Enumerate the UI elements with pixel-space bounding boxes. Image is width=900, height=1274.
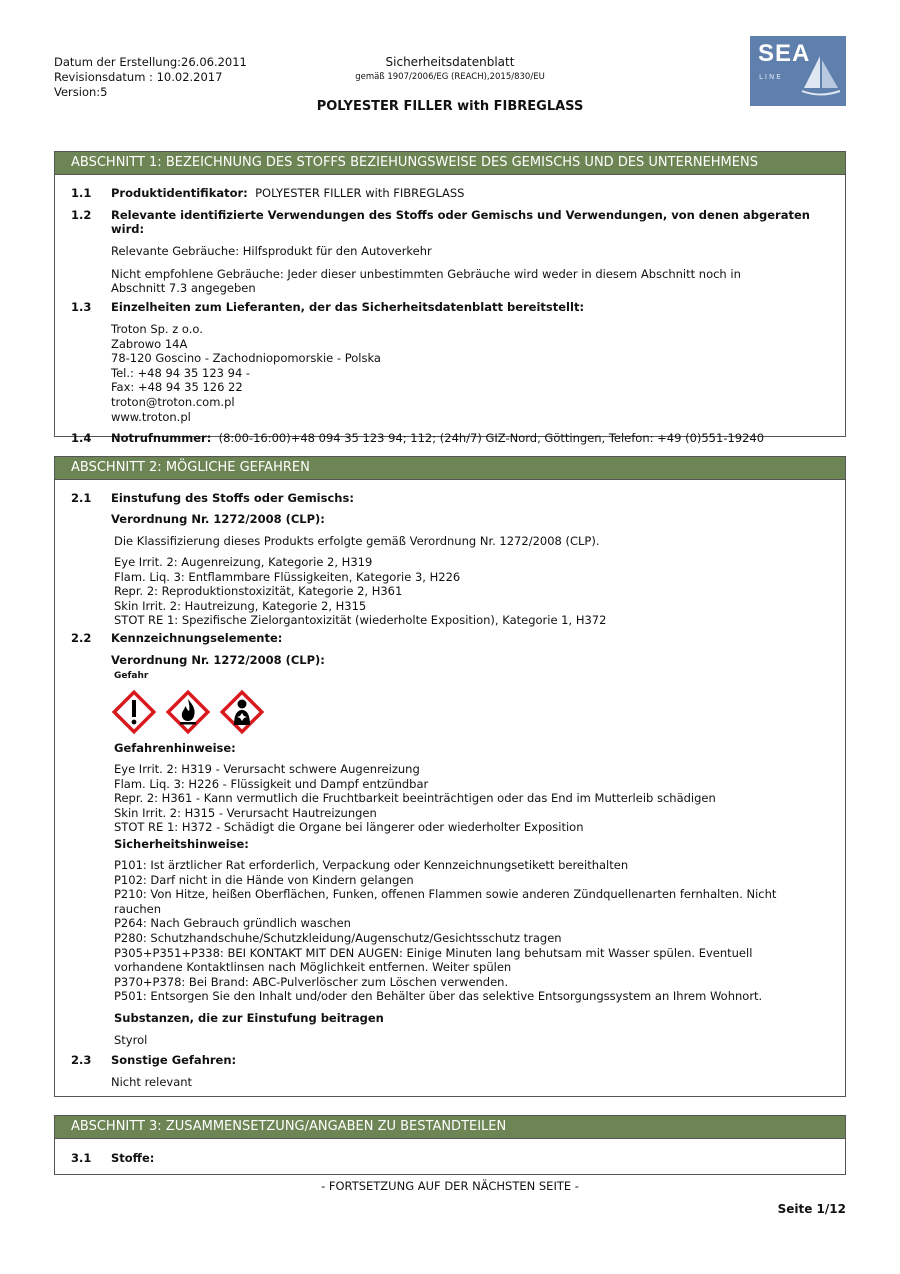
page-number: Seite 1/12: [777, 1202, 846, 1216]
precautionary-statements: P101: Ist ärztlicher Rat erforderlich, Verpackung oder Kennzeichnungsetikett bereithalten P102: Darf nicht in die Hände von Kindern gelangen P210: Von Hitze, heißen Oberflächen, Funken, offenen Flammen sowie anderen Zündquellenarten fernhalten. Nicht rauchen P264: Nach Gebrauch gründlich waschen P280: Schutzhandschuhe/Schutzkleidung/Augenschutz/Gesichtsschutz tragen P305+P351+P338: BEI KONTAKT MIT DEN AUGEN: Einige Minuten lang behutsam mit Wasser spülen. Eventuell vorhandene Kontaktlinsen nach Möglichkeit entfernen. Weiter spülen P370+P378: Bei Brand: ABC-Pulverlöscher zum Löschen verwenden. P501: Entsorgen Sie den Inhalt und/oder den Behälter über das selektive Entsorgungssystem an Ihrem Wohnort.: [114, 857, 777, 1004]
not-recommended-uses: Nicht empfohlene Gebräuche: Jeder dieser unbestimmten Gebräuche wird weder in diesem Abschnitt noch in Abschnitt 7.3 angegeben: [111, 267, 741, 295]
contributing-substance: Styrol: [114, 1032, 148, 1047]
document-title: Sicherheitsdatenblatt: [385, 55, 515, 69]
hazard-pictograms: [55, 689, 845, 735]
clp-regulation-2: Verordnung Nr. 1272/2008 (CLP):: [111, 652, 325, 667]
item-2-2: 2.2 Kennzeichnungselemente:: [71, 630, 283, 645]
health-hazard-icon: [219, 689, 265, 735]
product-title: POLYESTER FILLER with FIBREGLASS: [316, 99, 584, 114]
exclamation-icon: [111, 689, 157, 735]
creation-date: Datum der Erstellung:26.06.2011: [54, 55, 247, 69]
section-3: [54, 1115, 846, 1175]
signal-word: Gefahr: [114, 670, 149, 681]
company-logo: SEA LINE: [750, 36, 846, 106]
revision-date: Revisionsdatum : 10.02.2017: [54, 70, 223, 84]
item-1-4: 1.4 Notrufnummer: (8:00-16:00)+48 094 35 123 94; 112; (24h/7) GIZ-Nord, Göttingen, Telefon: +49 (0)551-19240: [71, 431, 765, 446]
section-1-title: ABSCHNITT 1: BEZEICHNUNG DES STOFFS BEZIEHUNGSWEISE DES GEMISCHS UND DES UNTERNEHMENS: [54, 151, 846, 175]
regulation-line: gemäß 1907/2006/EG (REACH),2015/830/EU: [355, 72, 545, 82]
item-3-1: 3.1 Stoffe:: [71, 1151, 155, 1165]
section-3-title: ABSCHNITT 3: ZUSAMMENSETZUNG/ANGABEN ZU BESTANDTEILEN: [54, 1115, 846, 1139]
item-1-1: 1.1 Produktidentifikator: POLYESTER FILLER with FIBREGLASS: [71, 186, 465, 200]
supplier-address: Troton Sp. z o.o. Zabrowo 14A 78-120 Goscino - Zachodniopomorskie - Polska Tel.: +48 94 35 123 94 - Fax: +48 94 35 126 22 troton@troton.com.pl www.troton.pl: [111, 322, 381, 424]
section-1: [54, 151, 846, 446]
precautionary-title: Sicherheitshinweise:: [114, 836, 249, 851]
other-hazards-value: Nicht relevant: [111, 1074, 193, 1089]
contributing-substances-title: Substanzen, die zur Einstufung beitragen: [114, 1010, 384, 1025]
classification-list: Eye Irrit. 2: Augenreizung, Kategorie 2, H319 Flam. Liq. 3: Entflammbare Flüssigkeiten, Kategorie 3, H226 Repr. 2: Reproduktionstoxizität, Kategorie 2, H361 Skin Irrit. 2: Hautreizung, Kategorie 2, H315 STOT RE 1: Spezifische Zielorgantoxizität (wiederholte Exposition), Kategorie 1, H372: [114, 555, 607, 628]
continuation-note: - FORTSETZUNG AUF DER NÄCHSTEN SEITE -: [321, 1179, 579, 1193]
version: Version:5: [54, 85, 108, 99]
item-1-2: 1.2 Relevante identifizierte Verwendungen des Stoffs oder Gemischs und Verwendungen, von denen abgeraten wird:: [71, 208, 810, 236]
sail-icon: [800, 54, 842, 100]
document-heading: [300, 55, 600, 82]
hazard-statements: Eye Irrit. 2: H319 - Verursacht schwere Augenreizung Flam. Liq. 3: H226 - Flüssigkeit und Dampf entzündbar Repr. 2: H361 - Kann vermutlich die Fruchtbarkeit beeinträchtigen oder das End im Mutterleib schädigen Skin Irrit. 2: H315 - Verursacht Hautreizungen STOT RE 1: H372 - Schädigt die Organe bei längerer oder wiederholter Exposition: [114, 761, 716, 835]
item-1-3: 1.3 Einzelheiten zum Lieferanten, der das Sicherheitsdatenblatt bereitstellt:: [71, 300, 585, 314]
document-dates: [54, 55, 247, 100]
hazard-statements-title: Gefahrenhinweise:: [114, 740, 236, 755]
relevant-uses: Relevante Gebräuche: Hilfsprodukt für den Autoverkehr: [111, 244, 432, 258]
section-2: [54, 456, 846, 1097]
clp-regulation: Verordnung Nr. 1272/2008 (CLP):: [111, 512, 325, 526]
flame-icon: [165, 689, 211, 735]
section-2-title: ABSCHNITT 2: MÖGLICHE GEFAHREN: [54, 456, 846, 480]
clp-note: Die Klassifizierung dieses Produkts erfolgte gemäß Verordnung Nr. 1272/2008 (CLP).: [114, 534, 600, 548]
item-2-1: 2.1 Einstufung des Stoffs oder Gemischs:: [71, 491, 354, 505]
item-2-3: 2.3 Sonstige Gefahren:: [71, 1052, 237, 1067]
